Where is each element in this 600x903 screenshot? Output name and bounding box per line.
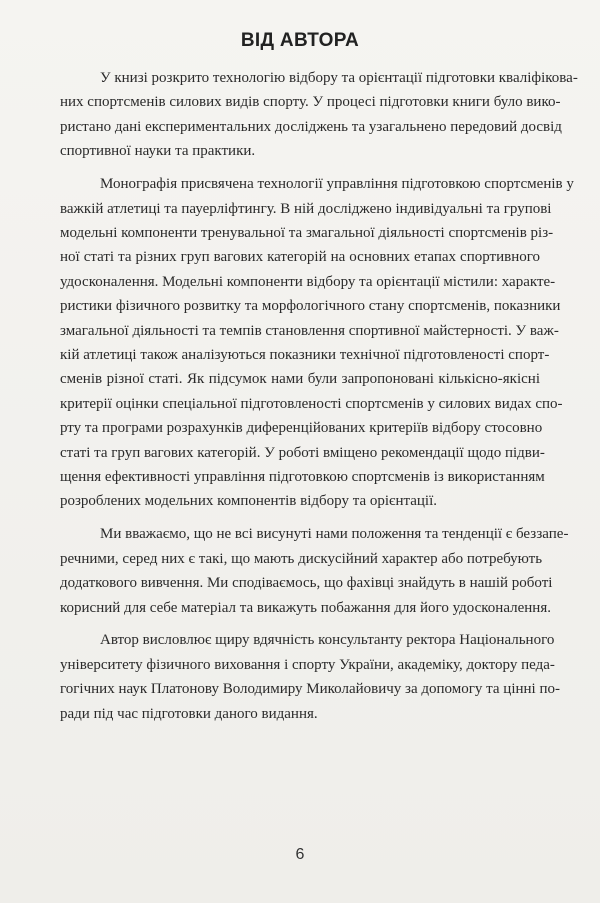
text-line: них спортсменів силових видів спорту. У процесі підготовки книги було вико- <box>60 94 561 111</box>
text-line: щення ефективності управління підготовкою спортсменів із використанням <box>60 469 545 485</box>
text-line: речними, серед них є такі, що мають дискусійний характер або потребують <box>60 550 543 567</box>
text-line: ради під час підготовки даного видання. <box>60 705 318 722</box>
text-line: важкій атлетиці та пауерліфтингу. В ній досліджено індивідуальні та групові <box>60 200 552 217</box>
text-line: модельні компоненти тренувальної та змагальної діяльності спортсменів різ- <box>60 224 554 241</box>
text-line: сменів різної статі. Як підсумок нами були запропоновані кількісно-якісні <box>60 371 540 388</box>
text-line: спортивної науки та практики. <box>60 143 256 160</box>
text-line: У книзі розкрито технологію відбору та орієнтації підготовки кваліфікова- <box>100 70 578 86</box>
text-line: удосконалення. Модельні компоненти відбору та орієнтації містили: характе- <box>60 273 556 290</box>
text-line: кій атлетиці також аналізуються показники технічної підготовленості спорт- <box>60 346 550 363</box>
text-line: гогічних наук Платонову Володимиру Миколайовичу за допомогу та цінні по- <box>60 681 560 698</box>
text-line: корисний для себе матеріал та викажуть побажання для його удосконалення. <box>60 599 551 616</box>
page-title: ВІД АВТОРА <box>240 30 360 51</box>
text-line: ристано дані експериментальних досліджень та узагальнено передовий досвід <box>60 118 562 135</box>
text-line: Автор висловлює щиру вдячність консультанту ректора Національного <box>100 632 555 649</box>
text-line: Ми вважаємо, що не всі висунуті нами положення та тенденції є беззапе- <box>100 526 569 543</box>
text-line: змагальної діяльності та темпів становлення спортивної майстерності. У важ- <box>60 322 559 339</box>
text-line: додаткового вивчення. Ми сподіваємось, що фахівці знайдуть в нашій роботі <box>60 575 553 592</box>
text-line: ристики фізичного розвитку та морфологічного стану спортсменів, показники <box>60 298 561 315</box>
body-text <box>60 66 578 735</box>
text-line: статі та груп вагових категорій. У роботі вміщено рекомендації щодо підви- <box>60 444 545 461</box>
paragraph <box>60 522 569 620</box>
text-line: Монографія присвячена технології управління підготовкою спортсменів у <box>100 176 574 193</box>
paragraph <box>60 628 560 726</box>
text-line: ної статі та різних груп вагових категорій на основних етапах спортивного <box>60 249 540 266</box>
paragraph <box>60 172 574 514</box>
page-number: 6 <box>295 846 305 863</box>
text-line: рту та програми розрахунків диференційованих критеріїв відбору стосовно <box>60 420 543 437</box>
text-line: розроблених модельних компонентів відбору та орієнтації. <box>60 493 437 510</box>
text-line: критерії оцінки спеціальної підготовленості спортсменів у силових видах спо- <box>60 395 563 412</box>
text-line: університету фізичного виховання і спорту України, академіку, доктору педа- <box>60 656 555 673</box>
paragraph <box>60 66 578 164</box>
